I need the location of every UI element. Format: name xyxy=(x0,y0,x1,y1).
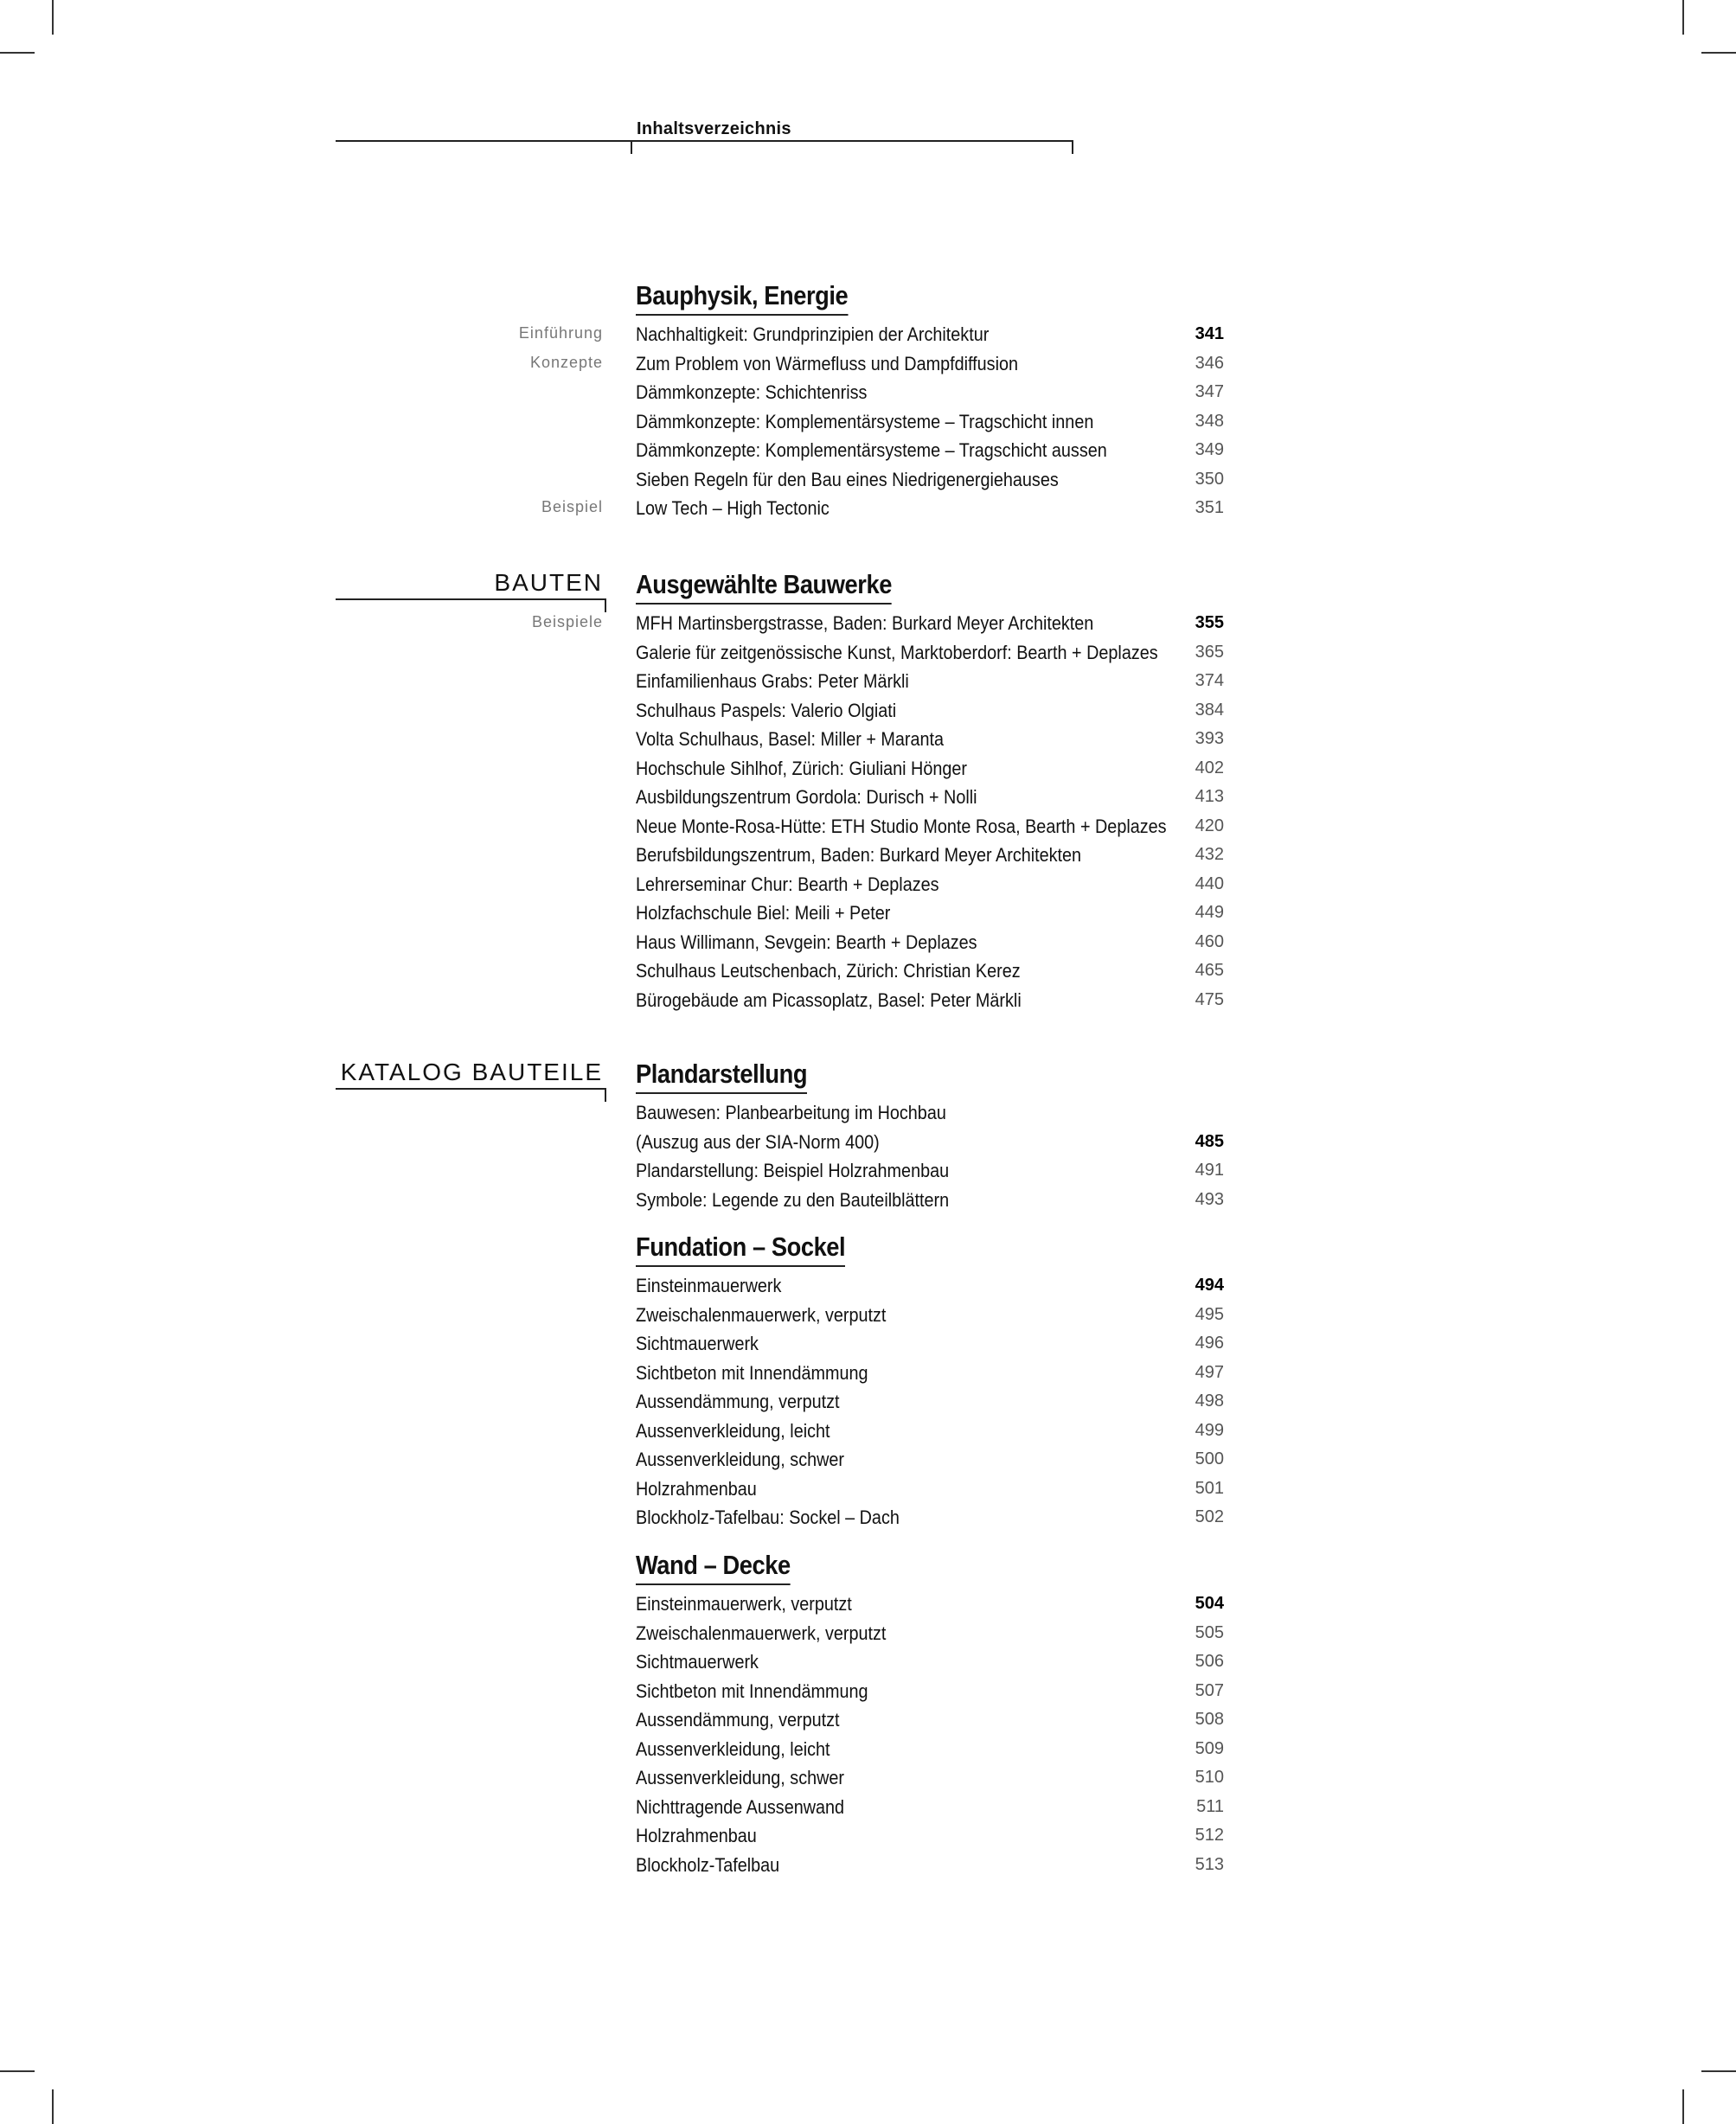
side-note: Beispiele xyxy=(531,613,603,630)
header-rule-tick xyxy=(1072,140,1073,154)
entry-title: Low Tech – High Tectonic xyxy=(636,497,830,519)
part-rule-tick xyxy=(605,1088,606,1102)
page-number: 494 xyxy=(1195,1276,1224,1295)
page-number: 504 xyxy=(1195,1594,1224,1613)
toc-entry[interactable] xyxy=(636,1763,1224,1792)
entry-title: Einfamilienhaus Grabs: Peter Märkli xyxy=(636,670,909,692)
page-number: 496 xyxy=(1195,1334,1224,1353)
page-number: 440 xyxy=(1195,873,1224,893)
entry-title: Bürogebäude am Picassoplatz, Basel: Peter Märkli xyxy=(636,988,1022,1011)
entry-title: Zum Problem von Wärmefluss und Dampfdiffusion xyxy=(636,352,1019,374)
toc-entry[interactable] xyxy=(636,349,1224,378)
side-note: Konzepte xyxy=(529,353,603,371)
toc-entry[interactable] xyxy=(636,1590,1224,1618)
toc-entry[interactable] xyxy=(636,1503,1224,1532)
page-number: 346 xyxy=(1195,353,1224,373)
entry-title: Aussendämmung, verputzt xyxy=(636,1391,840,1412)
entry-title: MFH Martinsbergstrasse, Baden: Burkard Meyer Architekten xyxy=(636,612,1094,634)
entry-title: Ausbildungszentrum Gordola: Durisch + Nolli xyxy=(636,786,977,808)
header-rule-tick xyxy=(631,140,632,154)
entry-title: Zweischalenmauerwerk, verputzt xyxy=(636,1622,887,1644)
section-title: Ausgewählte Bauwerke xyxy=(636,567,892,605)
toc-entry[interactable] xyxy=(636,899,1224,927)
entry-title: Einsteinmauerwerk xyxy=(636,1275,782,1296)
toc-entry[interactable] xyxy=(636,1619,1224,1647)
toc-entry[interactable] xyxy=(636,1387,1224,1416)
toc-entry[interactable] xyxy=(636,1735,1224,1763)
section-title: Plandarstellung xyxy=(636,1057,807,1094)
entry-title: Lehrerseminar Chur: Bearth + Deplazes xyxy=(636,873,939,895)
toc-entry[interactable] xyxy=(636,725,1224,753)
page-number: 511 xyxy=(1196,1796,1224,1816)
part-rule xyxy=(336,1088,606,1090)
toc-entry[interactable] xyxy=(636,407,1224,436)
entry-title: Volta Schulhaus, Basel: Miller + Maranta xyxy=(636,728,945,750)
header-rule xyxy=(336,140,1073,142)
toc-entry[interactable] xyxy=(636,956,1224,985)
crop-mark xyxy=(1682,2089,1684,2124)
entry-title: Aussenverkleidung, schwer xyxy=(636,1449,845,1470)
entry-title: Zweischalenmauerwerk, verputzt xyxy=(636,1303,887,1326)
toc-entry[interactable] xyxy=(636,870,1224,899)
page-number: 465 xyxy=(1195,961,1224,980)
page-number: 365 xyxy=(1195,642,1224,662)
page-number: 499 xyxy=(1195,1420,1224,1440)
page-number: 349 xyxy=(1195,440,1224,459)
crop-mark xyxy=(52,0,54,35)
entry-title: Symbole: Legende zu den Bauteilblättern xyxy=(636,1188,950,1211)
entry-title: Blockholz-Tafelbau: Sockel – Dach xyxy=(636,1507,900,1528)
entry-title: Nachhaltigkeit: Grundprinzipien der Architektur xyxy=(636,323,990,345)
entry-title: Dämmkonzepte: Komplementärsysteme – Tragschicht aussen xyxy=(636,439,1107,461)
entry-title: Holzrahmenbau xyxy=(636,1825,757,1846)
entry-title: Schulhaus Paspels: Valerio Olgiati xyxy=(636,699,897,721)
toc-entry[interactable] xyxy=(636,1417,1224,1445)
toc-entry[interactable] xyxy=(636,1445,1224,1474)
entry-title: Berufsbildungszentrum, Baden: Burkard Meyer Architekten xyxy=(636,844,1082,866)
page-number: 432 xyxy=(1195,845,1224,864)
toc-entry[interactable] xyxy=(636,783,1224,811)
crop-mark xyxy=(0,2070,35,2072)
entry-title: Blockholz-Tafelbau xyxy=(636,1853,780,1876)
part-label: KATALOG BAUTEILE xyxy=(340,1059,603,1085)
toc-entry[interactable] xyxy=(636,436,1224,464)
entry-title: Dämmkonzepte: Komplementärsysteme – Tragschicht innen xyxy=(636,410,1094,432)
entry-title: Sichtmauerwerk xyxy=(636,1333,759,1354)
page-number: 502 xyxy=(1195,1507,1224,1526)
page-number: 402 xyxy=(1195,758,1224,777)
page-number: 420 xyxy=(1195,816,1224,835)
page-number: 460 xyxy=(1195,931,1224,951)
page-number: 498 xyxy=(1195,1391,1224,1411)
toc-entry[interactable] xyxy=(636,494,1224,522)
toc-entry[interactable] xyxy=(636,1677,1224,1705)
page-number: 509 xyxy=(1195,1738,1224,1758)
toc-entry[interactable] xyxy=(636,320,1224,349)
part-label: BAUTEN xyxy=(494,569,603,596)
part-rule-tick xyxy=(605,598,606,612)
toc-entry[interactable] xyxy=(636,609,1224,637)
page-number: 449 xyxy=(1195,903,1224,922)
page-number: 351 xyxy=(1195,498,1224,517)
page-number: 501 xyxy=(1195,1478,1224,1498)
toc-entry[interactable] xyxy=(636,1359,1224,1387)
entry-title: Einsteinmauerwerk, verputzt xyxy=(636,1593,852,1615)
toc-entry[interactable] xyxy=(636,986,1224,1014)
entry-title: Dämmkonzepte: Schichtenriss xyxy=(636,381,868,403)
part-rule xyxy=(336,598,606,600)
page-number: 350 xyxy=(1195,469,1224,489)
side-note: Beispiel xyxy=(541,498,603,515)
entry-title: Plandarstellung: Beispiel Holzrahmenbau xyxy=(636,1160,950,1181)
toc-entry[interactable] xyxy=(636,812,1224,841)
page-number: 374 xyxy=(1195,671,1224,690)
crop-mark xyxy=(1701,52,1736,54)
entry-title: Holzrahmenbau xyxy=(636,1477,757,1500)
page-number: 413 xyxy=(1195,787,1224,806)
toc-entry[interactable] xyxy=(636,1821,1224,1850)
page-number: 355 xyxy=(1195,613,1224,632)
page-number: 512 xyxy=(1195,1826,1224,1845)
crop-mark xyxy=(52,2089,54,2124)
page-number: 493 xyxy=(1195,1189,1224,1209)
page-number: 495 xyxy=(1195,1304,1224,1324)
page-number: 507 xyxy=(1195,1680,1224,1700)
page-number: 485 xyxy=(1195,1131,1224,1151)
toc-entry[interactable] xyxy=(636,1301,1224,1329)
toc-entry[interactable] xyxy=(636,841,1224,869)
entry-title: Sieben Regeln für den Bau eines Niedrigenergiehauses xyxy=(636,468,1059,490)
crop-mark xyxy=(0,52,35,54)
entry-title: Sichtbeton mit Innendämmung xyxy=(636,1679,868,1702)
entry-title: Aussendämmung, verputzt xyxy=(636,1709,840,1731)
entry-title: (Auszug aus der SIA-Norm 400) xyxy=(636,1130,880,1153)
side-note: Einführung xyxy=(518,324,603,342)
toc-entry[interactable] xyxy=(636,1186,1224,1214)
entry-title: Sichtbeton mit Innendämmung xyxy=(636,1361,868,1384)
page-number: 508 xyxy=(1195,1710,1224,1729)
page-number: 513 xyxy=(1195,1854,1224,1874)
toc-entry[interactable] xyxy=(636,1851,1224,1879)
page-number: 384 xyxy=(1195,700,1224,720)
toc-entry[interactable] xyxy=(636,754,1224,783)
page-number: 500 xyxy=(1195,1449,1224,1468)
crop-mark xyxy=(1701,2070,1736,2072)
section-title: Bauphysik, Energie xyxy=(636,278,848,316)
entry-title: Bauwesen: Planbearbeitung im Hochbau xyxy=(636,1102,946,1123)
toc-entry[interactable] xyxy=(636,1475,1224,1503)
entry-title: Aussenverkleidung, leicht xyxy=(636,1419,830,1442)
running-header: Inhaltsverzeichnis xyxy=(637,119,791,138)
toc-entry[interactable] xyxy=(636,1128,1224,1156)
entry-title: Aussenverkleidung, leicht xyxy=(636,1737,830,1760)
entry-title: Hochschule Sihlhof, Zürich: Giuliani Hönger xyxy=(636,757,967,779)
entry-title: Schulhaus Leutschenbach, Zürich: Christian Kerez xyxy=(636,960,1021,982)
page-number: 491 xyxy=(1195,1161,1224,1180)
toc-entry[interactable] xyxy=(636,1329,1224,1358)
toc-entry[interactable] xyxy=(636,378,1224,406)
toc-entry[interactable] xyxy=(636,667,1224,695)
entry-title: Nichttragende Aussenwand xyxy=(636,1795,845,1818)
crop-mark xyxy=(1682,0,1684,35)
toc-entry[interactable] xyxy=(636,1647,1224,1676)
page-number: 506 xyxy=(1195,1652,1224,1671)
page-number: 505 xyxy=(1195,1622,1224,1642)
section-title: Wand – Decke xyxy=(636,1548,791,1585)
toc-entry[interactable] xyxy=(636,928,1224,956)
page-number: 393 xyxy=(1195,729,1224,748)
entry-title: Galerie für zeitgenössische Kunst, Marktoberdorf: Bearth + Deplazes xyxy=(636,641,1158,663)
entry-title: Haus Willimann, Sevgein: Bearth + Deplazes xyxy=(636,931,977,953)
toc-entry[interactable] xyxy=(636,1793,1224,1821)
page-number: 348 xyxy=(1195,411,1224,431)
toc-entry[interactable] xyxy=(636,1156,1224,1185)
toc-entry[interactable] xyxy=(636,1271,1224,1300)
page-number: 347 xyxy=(1195,382,1224,401)
entry-title: Sichtmauerwerk xyxy=(636,1651,759,1673)
entry-title: Aussenverkleidung, schwer xyxy=(636,1767,845,1788)
page-number: 341 xyxy=(1195,324,1224,343)
toc-entry[interactable] xyxy=(636,696,1224,725)
page-number: 497 xyxy=(1195,1362,1224,1382)
toc-entry[interactable] xyxy=(636,638,1224,667)
toc-entry[interactable] xyxy=(636,1098,1224,1127)
section-title: Fundation – Sockel xyxy=(636,1230,845,1267)
toc-entry[interactable] xyxy=(636,465,1224,494)
page-number: 510 xyxy=(1195,1768,1224,1787)
entry-title: Holzfachschule Biel: Meili + Peter xyxy=(636,902,891,924)
page-number: 475 xyxy=(1195,989,1224,1009)
entry-title: Neue Monte-Rosa-Hütte: ETH Studio Monte Rosa, Bearth + Deplazes xyxy=(636,815,1167,837)
toc-entry[interactable] xyxy=(636,1705,1224,1734)
